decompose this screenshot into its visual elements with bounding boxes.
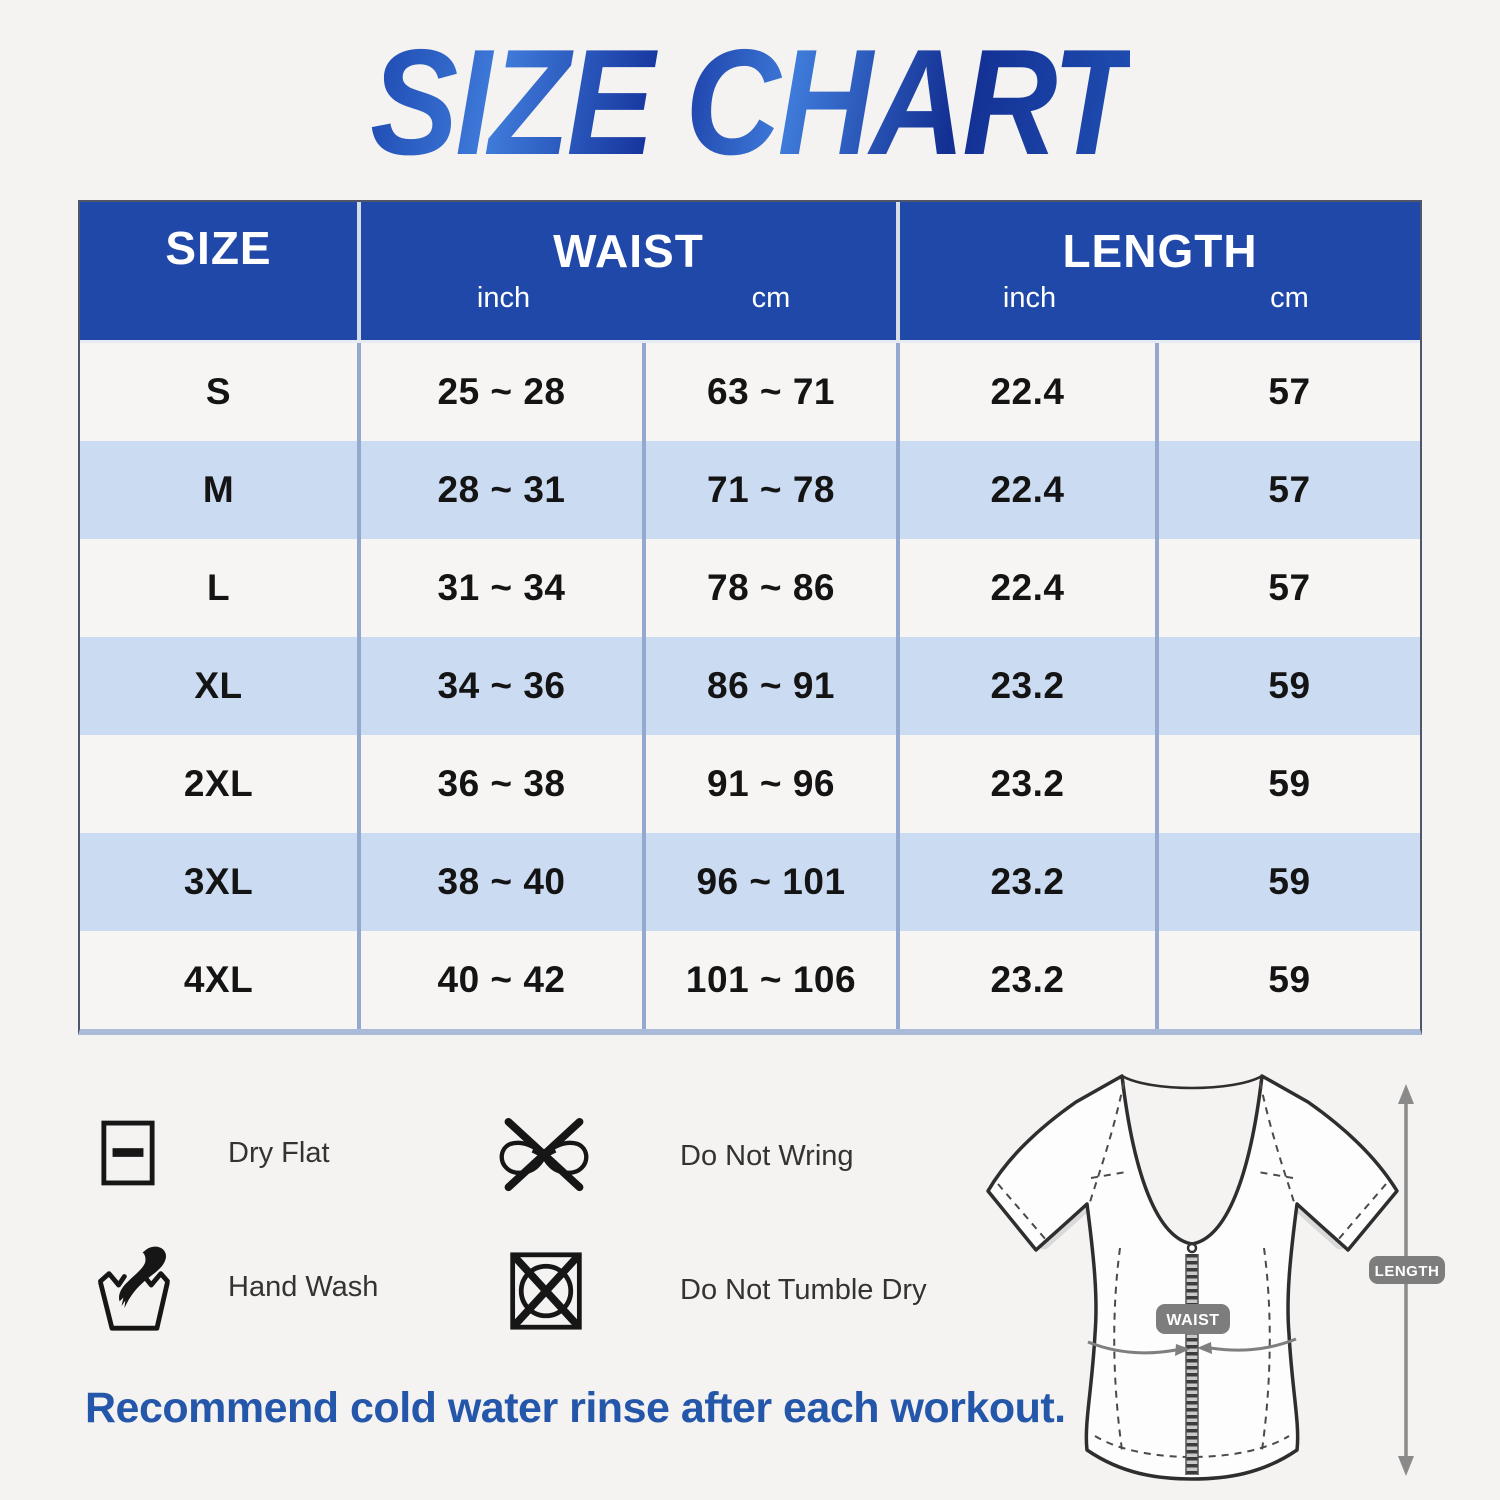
length-inch-unit: inch	[1002, 282, 1057, 315]
waist-inch-cell: 36 ~ 38	[361, 735, 646, 833]
length-cm-cell: 57	[1268, 371, 1311, 412]
waist-badge	[1156, 1304, 1230, 1334]
care-label: Hand Wash	[228, 1271, 379, 1303]
table-row	[80, 735, 1420, 833]
waist-inch-cell: 40 ~ 42	[361, 931, 646, 1029]
length-inch-cell: 22.4	[900, 539, 1159, 637]
waist-cm-unit: cm	[751, 282, 791, 315]
table-row	[80, 539, 1420, 637]
length-inch-cell: 22.4	[900, 343, 1159, 441]
table-row	[80, 441, 1420, 539]
care-label: Dry Flat	[228, 1137, 330, 1169]
waist-cm-cell: 86 ~ 91	[646, 637, 900, 735]
table-row	[80, 637, 1420, 735]
table-header	[80, 202, 1420, 340]
zipper	[1186, 1244, 1198, 1475]
size-cell: M	[80, 441, 361, 539]
header-size-label: SIZE	[165, 221, 272, 274]
hand-wash-icon	[92, 1242, 174, 1332]
size-cell: 3XL	[80, 833, 361, 931]
length-inch-cell: 22.4	[900, 441, 1159, 539]
size-cell: 2XL	[80, 735, 361, 833]
size-table	[78, 200, 1422, 1035]
page-title	[0, 16, 1500, 186]
length-cm-cell: 59	[1268, 959, 1311, 1000]
table-row	[80, 931, 1420, 1029]
waist-inch-cell: 38 ~ 40	[361, 833, 646, 931]
do-not-tumble-dry-icon	[506, 1248, 586, 1334]
header-waist-label: WAIST	[553, 224, 704, 277]
waist-inch-cell: 31 ~ 34	[361, 539, 646, 637]
svg-text:LENGTH: LENGTH	[1374, 1263, 1440, 1280]
svg-text:WAIST: WAIST	[1166, 1312, 1220, 1329]
header-length	[900, 202, 1420, 340]
size-cell: S	[80, 343, 361, 441]
waist-inch-cell: 34 ~ 36	[361, 637, 646, 735]
header-length-units	[900, 283, 1420, 315]
size-cell: 4XL	[80, 931, 361, 1029]
waist-cm-cell: 71 ~ 78	[646, 441, 900, 539]
length-cm-cell: 57	[1268, 469, 1311, 510]
care-label: Do Not Tumble Dry	[680, 1274, 927, 1306]
length-inch-cell: 23.2	[900, 931, 1159, 1029]
waist-cm-cell: 96 ~ 101	[646, 833, 900, 931]
do-not-wring-icon	[494, 1117, 594, 1194]
footer-note: Recommend cold water rinse after each workout.	[85, 1384, 1066, 1432]
header-waist	[361, 202, 896, 340]
back-neckline	[1122, 1076, 1262, 1088]
page-title-text: SIZE CHART	[370, 16, 1130, 188]
table-row	[80, 833, 1420, 931]
table-row	[80, 343, 1420, 441]
length-cm-cell: 59	[1268, 861, 1311, 902]
length-inch-cell: 23.2	[900, 833, 1159, 931]
dry-flat-icon	[100, 1119, 156, 1187]
length-cm-cell: 59	[1268, 665, 1311, 706]
waist-inch-cell: 28 ~ 31	[361, 441, 646, 539]
length-inch-cell: 23.2	[900, 735, 1159, 833]
length-cm-cell: 59	[1268, 763, 1311, 804]
length-cm-unit: cm	[1270, 282, 1309, 315]
waist-cm-cell: 91 ~ 96	[646, 735, 900, 833]
care-label: Do Not Wring	[680, 1140, 854, 1172]
waist-cm-cell: 63 ~ 71	[646, 343, 900, 441]
size-cell: L	[80, 539, 361, 637]
size-cell: XL	[80, 637, 361, 735]
waist-inch-unit: inch	[476, 282, 531, 315]
waist-cm-cell: 101 ~ 106	[646, 931, 900, 1029]
length-badge	[1369, 1256, 1445, 1284]
header-size	[80, 202, 357, 340]
length-cm-cell: 57	[1268, 567, 1311, 608]
header-waist-units	[361, 283, 896, 315]
length-inch-cell: 23.2	[900, 637, 1159, 735]
header-length-label: LENGTH	[1062, 224, 1258, 277]
waist-cm-cell: 78 ~ 86	[646, 539, 900, 637]
waist-inch-cell: 25 ~ 28	[361, 343, 646, 441]
